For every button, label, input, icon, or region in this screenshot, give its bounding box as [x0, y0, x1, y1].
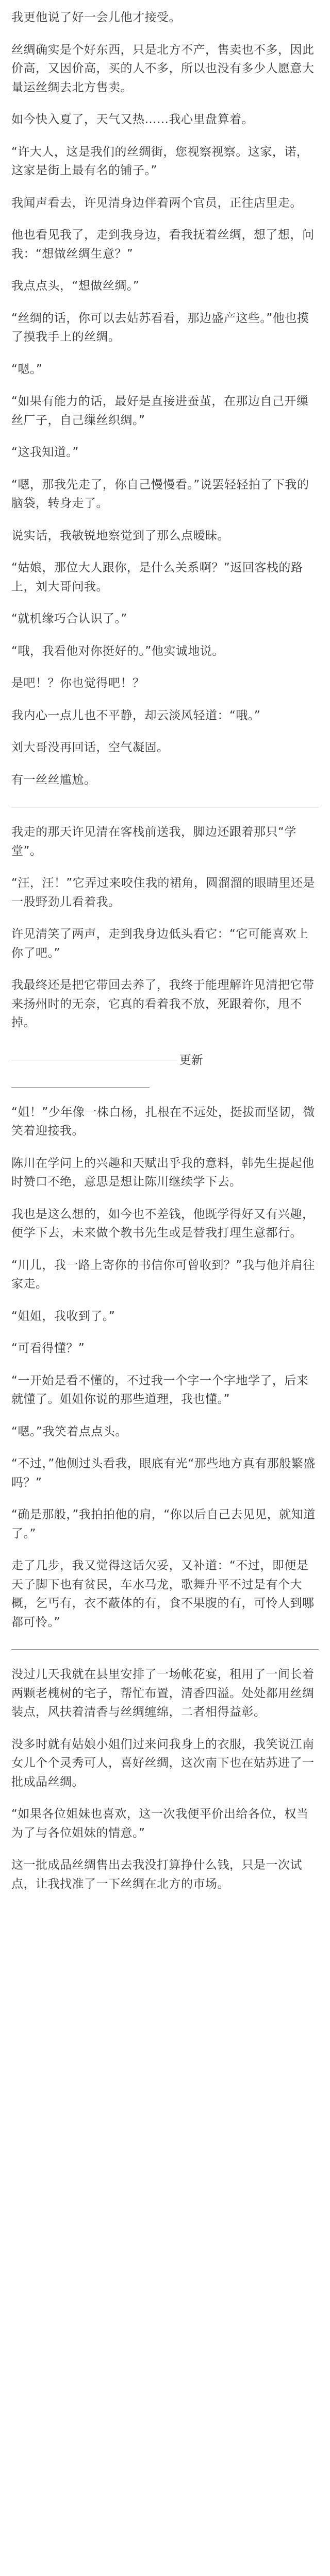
paragraph: “确是那般，”我拍拍他的肩，“你以后自己去见见，就知道了。”: [11, 1508, 316, 1540]
paragraph: 没多时就有姑娘小姐们过来问我身上的衣服，我笑说江南女儿个个灵秀可人，喜好丝绸，这次南下也在姑苏进了一批成品丝绸。: [11, 1737, 315, 1789]
paragraph: “不过，”他侧过头看我，眼底有光“那些地方真有那般繁盛吗？”: [11, 1457, 316, 1489]
paragraph: 许见清笑了两声，走到我身边低头看它：“它可能喜欢上你了吧。”: [11, 927, 309, 960]
section-1: [11, 8, 319, 789]
paragraph: “就机缘巧合认识了。”: [11, 612, 127, 625]
paragraph: 走了几步，我又觉得这话欠妥，又补道：“不过，即便是天子脚下也有贫民，车水马龙，歌舞升平不过是有个大概，乞丐有，衣不蔽体的有，食不果腹的有，可怜人到哪都可怜。”: [11, 1559, 315, 1629]
paragraph: “如果有能力的话，最好是直接进蚕茧，在那边自己开缫丝厂子，自己缫丝织绸。”: [11, 395, 309, 427]
paragraph: 说实话，我敏锐地察觉到了那么点暧昧。: [11, 529, 229, 543]
paragraph: 我更他说了好一会儿他才接受。: [11, 11, 181, 24]
paragraph: “嗯。”我笑着点点头。: [11, 1425, 127, 1438]
paragraph: “姐！”少年像一株白杨，扎根在不远处，挺拔而坚韧，微笑着迎接我。: [11, 1105, 315, 1138]
paragraph: “哦，我看他对你挺好的。”他实诚地说。: [11, 644, 224, 658]
paragraph: 丝绸确实是个好东西，只是北方不产，售卖也不多，因此价高，又因价高，买的人不多，所以也没有多少人愿意大量运丝绸去北方售卖。: [11, 43, 315, 94]
section-2: [11, 823, 319, 1032]
update-divider-underline: [11, 1087, 150, 1088]
paragraph: 如今快入夏了，天气又热……我心里盘算着。: [11, 113, 254, 126]
paragraph: 他也看见我了，走到我身边，看我抚着丝绸，想了想，问我：“想做丝绸生意？”: [11, 228, 315, 261]
section-3: [11, 1103, 319, 1632]
paragraph: “汪，汪！”它弄过来咬住我的裙角，圆溜溜的眼睛里还是一股野劲儿看着我。: [11, 876, 315, 909]
paragraph: “川儿，我一路上寄你的书信你可曾收到？”我与他并肩往家走。: [11, 1258, 315, 1291]
update-label: 更新: [179, 1053, 203, 1067]
paragraph: “可看得懂？”: [11, 1342, 85, 1355]
paragraph: “嗯。”: [11, 362, 43, 376]
paragraph: “姑娘，那位大人跟你，是什么关系啊？”返回客栈的路上，刘大哥问我。: [11, 561, 303, 594]
paragraph: “嗯，那我先走了，你自己慢慢看。”说罢轻轻拍了下我的脑袋，转身走了。: [11, 478, 309, 510]
paragraph: 我也是这么想的，如今也不差钱，他既学得好又有兴趣，便学下去，未来做个教书先生或是替我打理生意都行。: [11, 1207, 315, 1240]
paragraph: “姐姐，我收到了。”: [11, 1309, 116, 1323]
paragraph: 我最终还是把它带回去养了，我终于能理解许见清把它带来扬州时的无奈，它真的看着我不放，死跟着你，甩不掉。: [11, 978, 315, 1029]
paragraph: 这一批成品丝绸售出去我没打算挣什么钱，只是一次试点，让我找准了一下丝绸在北方的市场。: [11, 1858, 302, 1891]
paragraph: 我走的那天许见清在客栈前送我，脚边还跟着那只“学堂”。: [11, 825, 296, 858]
paragraph: “许大人，这是我们的丝绸街，您视察视察。这家，诺，这家是街上最有名的铺子。”: [11, 145, 309, 177]
paragraph: “一开始是看不懂的，不过我一个字一个字地学了，后来就懂了。姐姐你说的那些道理，我也懂。”: [11, 1374, 309, 1406]
paragraph: 陈川在学问上的兴趣和天赋出乎我的意料，韩先生提起他时赞口不绝，意思是想让陈川继续学下去。: [11, 1156, 315, 1189]
paragraph: 我内心一点儿也不平静，却云淡风轻道：“哦。”: [11, 708, 261, 722]
paragraph: “这我知道。”: [11, 446, 79, 459]
paragraph: 有一丝丝尴尬。: [11, 773, 96, 787]
paragraph: 没过几天我就在县里安排了一场帐花宴，租用了一间长着两颗老槐树的宅子，帮忙布置，清香四溢。处处都用丝绸装点，风扶着清香与丝绸缠绵，二者相得益彰。: [11, 1668, 315, 1719]
paragraph: 是吧！？你也觉得吧！？: [11, 676, 145, 690]
paragraph: 我点点头，“想做丝绸。”: [11, 279, 140, 293]
update-marker: [11, 1051, 319, 1070]
section-divider: [11, 1649, 319, 1650]
section-4: [11, 1665, 319, 1893]
paragraph: 我闻声看去，许见清身边伴着两个官员，正往店里走。: [11, 196, 302, 210]
paragraph: 刘大哥没再回话，空气凝固。: [11, 741, 169, 754]
paragraph: “丝绸的话，你可以去姑苏看看，那边盛产这些。”他也摸了摸我手上的丝绸。: [11, 311, 309, 344]
paragraph: “如果各位姐妹也喜欢，这一次我便平价出给各位，权当为了与各位姐妹的情意。”: [11, 1807, 309, 1840]
